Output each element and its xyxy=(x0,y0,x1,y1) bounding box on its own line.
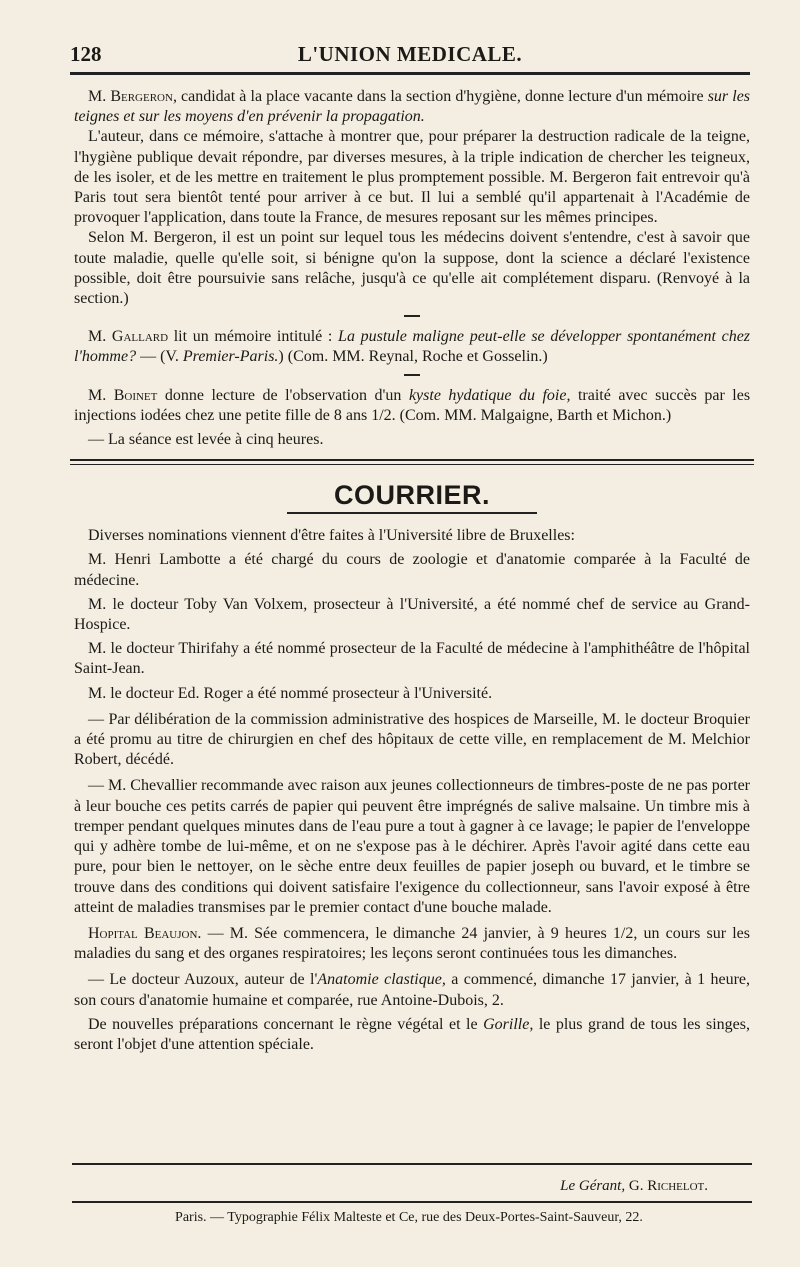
paragraph-thirifahy: M. le docteur Thirifahy a été nommé prosecteur de la Faculté de médecine à l'amphithéâtre de l'hôpital Saint-Jean. xyxy=(74,640,750,678)
paragraph-bergeron-point: Selon M. Bergeron, il est un point sur lequel tous les médecins doivent s'entendre, c'est à savoir que toute maladie, quelle qu'elle soit, si bénigne qu'on la suppose, dont la science a déclaré l'existence possible, doit être poursuivie sans relâche, jusqu'à ce qu'elle ait complétement disparu. (Renvoyé à la section.) xyxy=(74,229,750,308)
paragraph-memoir-summary: L'auteur, dans ce mémoire, s'attache à montrer que, pour préparer la destruction radicale de la teigne, l'hygiène publique devait répondre, par diverses mesures, à la triple indication de chercher les teigneux, de les isoler, et de les mettre en traitement le plus promptement possible. M. Bergeron fait entrevoir qu'à Paris tout sera bientôt tenté pour arriver à ce but. Il lui a semblé qu'il appartenait à l'Académie de provoquer l'application, dans toute la France, de mesures reposant sur les mêmes principes. xyxy=(74,128,750,227)
case-title: kyste hydatique du foie, xyxy=(408,386,571,404)
speaker-name: M. Boinet xyxy=(88,386,158,404)
footer-rule xyxy=(72,1163,752,1165)
paragraph-text: donne lecture de l'observation d'un xyxy=(164,386,402,404)
speaker-name: M. Bergeron xyxy=(88,88,173,105)
paragraph-roger: M. le docteur Ed. Roger a été nommé prosecteur à l'Université. xyxy=(88,684,493,702)
paragraph-boinet xyxy=(74,386,750,426)
paragraph-text: lit un mémoire intitulé : xyxy=(173,328,333,346)
paragraph-text: — (V. xyxy=(140,348,179,366)
header-rule xyxy=(70,72,750,75)
paragraph-text: De nouvelles préparations concernant le règne végétal et le xyxy=(88,1015,478,1033)
paragraph-preparations xyxy=(74,1015,750,1055)
paragraph-van-volxem: M. le docteur Toby Van Volxem, prosecteur à l'Université, a été nommé chef de service au Grand-Hospice. xyxy=(74,595,750,634)
article-body xyxy=(74,87,750,1055)
journal-title: L'UNION MEDICALE. xyxy=(297,42,523,66)
section-divider xyxy=(74,459,750,471)
paragraph-text: — M. Sée commencera, le dimanche 24 janvier, à 9 heures 1/2, un cours sur les maladies du sang et des organes respiratoires; les leçons seront continuées tous les dimanches. xyxy=(74,924,750,963)
paragraph-text: , candidat à la place vacante dans la section d'hygiène, donne lecture d'un mémoire xyxy=(172,88,704,105)
paragraph-beaujon xyxy=(74,924,750,964)
printer-imprint: Paris. — Typographie Félix Malteste et Ce, rue des Deux-Portes-Saint-Sauveur, 22. xyxy=(175,1210,643,1225)
paragraph-text: ) (Com. MM. Reynal, Roche et Gosselin.) xyxy=(278,348,548,366)
speaker-name: M. Gallard xyxy=(88,328,169,346)
paragraph-session-close: — La séance est levée à cinq heures. xyxy=(88,431,324,449)
memoir-title: sur les teignes et sur les moyens d'en prévenir la propagation. xyxy=(74,88,751,126)
paragraph-text: traité avec succès par les injections iodées chez une petite fille de 8 ans 1/2. (Com. MM. Malgaigne, Barth et Michon.) xyxy=(74,386,751,424)
memoir-title: La pustule maligne peut-elle se développer spontanément chez l'homme? xyxy=(74,328,751,366)
paragraph-chevallier: — M. Chevallier recommande avec raison aux jeunes collectionneurs de timbres-poste de ne pas porter à leur bouche ces petits carrés de papier qui peuvent être imprégnés de salive malsaine. Un timbre mis à tremper pendant quelques minutes dans de l'eau pure a tout à gagner à ce lavage; le papier de l'enveloppe qui y adhère tombe de lui-même, et on ne s'expose pas à le déchirer. Après l'avoir agité dans cette eau pure, pour bien le nettoyer, on le sèche entre deux feuilles de papier joseph ou buvard, et le timbre se trouve dans des conditions qui doivent satisfaire l'exigence du collectionneur, sans l'avoir exposé à être atteint de maladies transmises par le premier contact d'une bouche malade. xyxy=(74,777,750,916)
footer-rule xyxy=(72,1201,752,1203)
separator-dash xyxy=(404,374,420,376)
gerant-signature xyxy=(74,1178,708,1195)
paragraph-auzoux xyxy=(74,970,750,1010)
paragraph-bergeron xyxy=(74,87,750,127)
page-number: 128 xyxy=(70,42,102,66)
separator-dash xyxy=(404,315,420,317)
hospital-name: Hopital Beaujon. xyxy=(88,924,202,942)
paragraph-broquier: — Par délibération de la commission administrative des hospices de Marseille, M. le docteur Broquier a été promu au titre de chirurgien en chef des hôpitaux de cette ville, en remplacement de M. Melchior Robert, décédé. xyxy=(74,710,750,769)
section-heading-courrier: COURRIER. xyxy=(333,480,490,511)
course-title: Anatomie clastique, xyxy=(317,971,446,989)
paragraph-nominations-intro: Diverses nominations viennent d'être faites à l'Université libre de Bruxelles: xyxy=(88,527,575,545)
paragraph-lambotte: M. Henri Lambotte a été chargé du cours de zoologie et d'anatomie comparée à la Faculté de médecine. xyxy=(74,551,750,589)
gerant-label: Le Gérant, xyxy=(560,1178,626,1194)
paragraph-text: — Le docteur Auzoux, auteur de l' xyxy=(88,971,318,989)
page-header xyxy=(70,42,750,68)
specimen-name: Gorille, xyxy=(483,1015,534,1033)
paragraph-text: le plus grand de tous les singes, seront l'objet d'une attention spéciale. xyxy=(74,1015,750,1053)
reference-title: Premier-Paris. xyxy=(182,348,279,366)
heading-underline xyxy=(287,512,537,514)
paragraph-gallard xyxy=(74,327,750,367)
paragraph-text: a commencé, dimanche 17 janvier, à 1 heure, son cours d'anatomie humaine et comparée, rue Antoine-Dubois, 2. xyxy=(74,971,750,1009)
gerant-name: G. Richelot. xyxy=(628,1178,708,1194)
